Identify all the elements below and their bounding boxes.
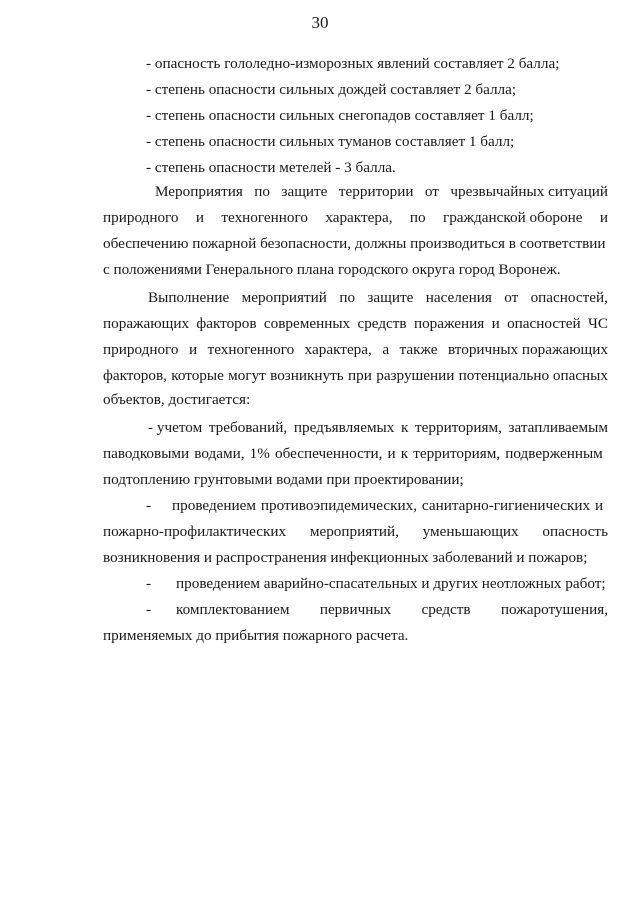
measure-2-dash: - xyxy=(146,497,152,514)
paragraph-2-line-4: факторов, которые могут возникнуть при разрушении потенциально опасных xyxy=(103,367,608,384)
paragraph-1-line-4: с положениями Генерального плана городского округа город Воронеж. xyxy=(103,261,561,278)
measure-1-line-1: - учетом требований, предъявляемых к территориям, затапливаемым xyxy=(148,419,608,436)
list-item-rain: - степень опасности сильных дождей составляет 2 балла; xyxy=(146,81,517,98)
measure-1-line-3: подтоплению грунтовыми водами при проектировании; xyxy=(103,471,464,488)
list-item-blizzards: - степень опасности метелей - 3 балла. xyxy=(146,159,396,176)
paragraph-1-line-3: обеспечению пожарной безопасности, должны производиться в соответствии xyxy=(103,235,606,252)
measure-3-line-1: проведением аварийно-спасательных и других неотложных работ; xyxy=(176,575,606,592)
measure-1-line-2: паводковыми водами, 1% обеспеченности, и к территориям, подверженным xyxy=(103,445,603,462)
paragraph-2-line-3: природного и техногенного характера, а также вторичных поражающих xyxy=(103,341,608,358)
list-item-icing: - опасность гололедно-изморозных явлений составляет 2 балла; xyxy=(146,55,560,72)
paragraph-1-line-1: Мероприятия по защите территории от чрезвычайных ситуаций xyxy=(155,183,608,200)
paragraph-2-line-2: поражающих факторов современных средств поражения и опасностей ЧС xyxy=(103,315,608,332)
list-item-snowfall: - степень опасности сильных снегопадов составляет 1 балл; xyxy=(146,107,534,124)
page-number: 30 xyxy=(311,13,329,32)
paragraph-1-line-2: природного и техногенного характера, по гражданской обороне и xyxy=(103,209,608,226)
measure-4-line-1: комплектованием первичных средств пожаротушения, xyxy=(176,601,608,618)
list-item-fog: - степень опасности сильных туманов составляет 1 балл; xyxy=(146,133,515,150)
measure-2-line-3: возникновения и распространения инфекционных заболеваний и пожаров; xyxy=(103,549,588,566)
measure-3-dash: - xyxy=(146,575,152,592)
measure-4-dash: - xyxy=(146,601,152,618)
measure-2-line-2: пожарно-профилактических мероприятий, уменьшающих опасность xyxy=(103,523,608,540)
measure-4-line-2: применяемых до прибытия пожарного расчета. xyxy=(103,627,409,644)
paragraph-2-line-1: Выполнение мероприятий по защите населения от опасностей, xyxy=(148,289,608,306)
measure-2-line-1: проведением противоэпидемических, санитарно-гигиенических и xyxy=(172,497,604,514)
paragraph-2-line-5: объектов, достигается: xyxy=(103,391,251,408)
